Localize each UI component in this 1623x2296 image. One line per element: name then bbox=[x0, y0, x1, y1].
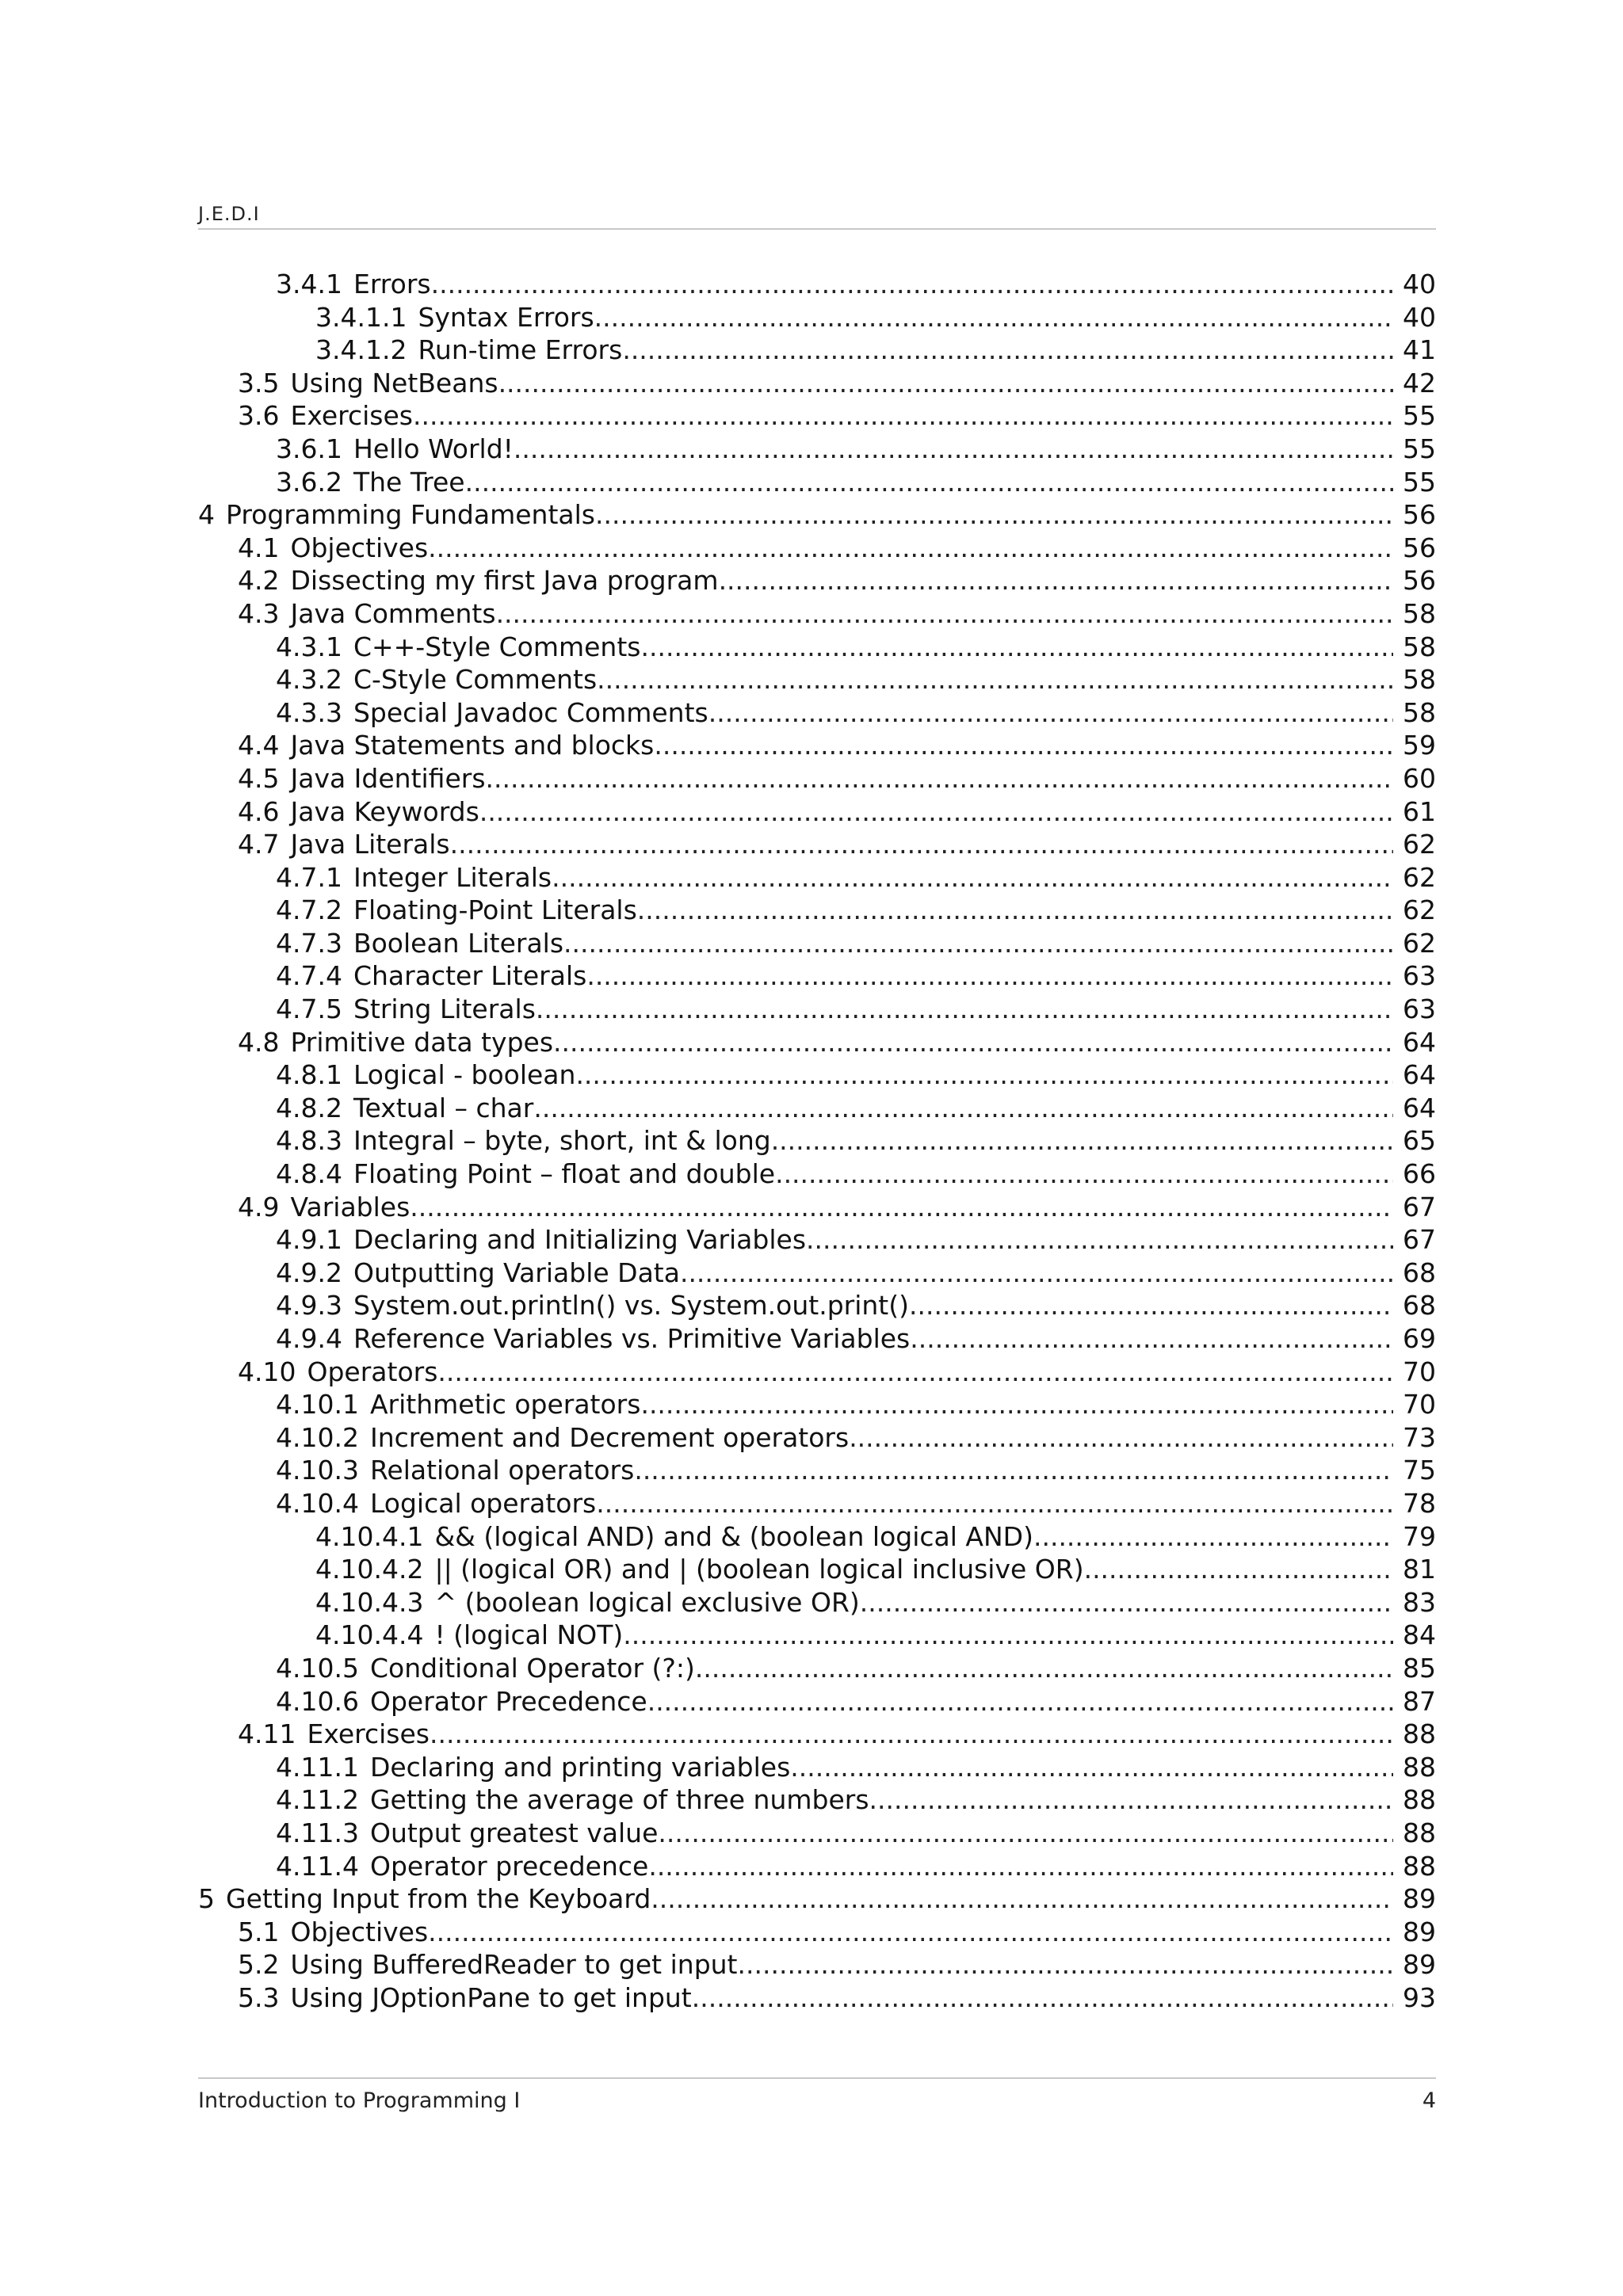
toc-entry[interactable] bbox=[198, 927, 1436, 960]
toc-entry-title: Character Literals bbox=[353, 960, 587, 992]
toc-entry-title: Integral – byte, short, int & long bbox=[353, 1125, 771, 1157]
toc-dot-leader bbox=[680, 1257, 1393, 1290]
toc-entry[interactable] bbox=[198, 1685, 1436, 1718]
toc-entry-page: 88 bbox=[1403, 1817, 1436, 1848]
toc-entry[interactable] bbox=[198, 993, 1436, 1026]
toc-dot-leader bbox=[594, 301, 1393, 334]
toc-entry-page: 64 bbox=[1403, 1059, 1436, 1091]
toc-entry-title: Using NetBeans bbox=[290, 367, 498, 399]
toc-entry-title: Dissecting my first Java program bbox=[290, 565, 719, 597]
toc-entry-page: 55 bbox=[1403, 400, 1436, 432]
toc-entry-number: 3.4.1.1 bbox=[315, 301, 407, 333]
toc-entry-number: 4.3.1 bbox=[276, 631, 342, 662]
toc-entry[interactable] bbox=[198, 532, 1436, 565]
toc-entry-number: 3.4.1 bbox=[276, 269, 342, 299]
toc-entry-number: 4.5 bbox=[238, 762, 280, 794]
toc-dot-leader bbox=[514, 433, 1393, 466]
toc-entry[interactable] bbox=[198, 828, 1436, 861]
toc-dot-leader bbox=[806, 1223, 1393, 1257]
toc-entry-number: 4.7 bbox=[238, 829, 280, 860]
toc-entry-title: Logical - boolean bbox=[353, 1059, 576, 1091]
toc-entry-number: 4.8.4 bbox=[276, 1158, 342, 1190]
toc-entry-page: 63 bbox=[1403, 994, 1436, 1025]
toc-entry-title: Objectives bbox=[290, 1916, 429, 1947]
toc-entry-number: 5.2 bbox=[238, 1949, 280, 1981]
toc-entry-title: Errors bbox=[353, 269, 431, 299]
toc-entry-page: 83 bbox=[1403, 1586, 1436, 1618]
toc-dot-leader bbox=[634, 1454, 1393, 1487]
toc-entry-page: 68 bbox=[1403, 1257, 1436, 1288]
toc-entry[interactable] bbox=[198, 1882, 1436, 1916]
toc-entry-number: 4.8.3 bbox=[276, 1125, 342, 1157]
toc-entry[interactable] bbox=[198, 1322, 1436, 1356]
toc-dot-leader bbox=[596, 1487, 1393, 1520]
toc-entry[interactable] bbox=[198, 1586, 1436, 1619]
toc-entry-page: 89 bbox=[1403, 1949, 1436, 1981]
toc-entry-title: Declaring and printing variables bbox=[369, 1751, 791, 1783]
toc-entry-page: 89 bbox=[1403, 1916, 1436, 1947]
toc-entry-number: 4.10 bbox=[238, 1356, 296, 1387]
toc-entry-title: Integer Literals bbox=[353, 861, 552, 893]
toc-entry-page: 62 bbox=[1403, 829, 1436, 860]
toc-dot-leader bbox=[849, 1421, 1393, 1455]
toc-entry-title: Boolean Literals bbox=[353, 927, 564, 959]
toc-entry[interactable] bbox=[198, 762, 1436, 795]
toc-entry-number: 4.9.3 bbox=[276, 1290, 342, 1322]
toc-entry-page: 60 bbox=[1403, 762, 1436, 794]
toc-dot-leader bbox=[597, 663, 1393, 696]
toc-dot-leader bbox=[654, 729, 1393, 762]
toc-entry[interactable] bbox=[198, 466, 1436, 499]
toc-entry[interactable] bbox=[198, 1454, 1436, 1487]
toc-entry-page: 88 bbox=[1403, 1751, 1436, 1783]
toc-entry-number: 4.11.3 bbox=[276, 1817, 359, 1848]
toc-dot-leader bbox=[552, 861, 1393, 894]
toc-entry-number: 4.9.4 bbox=[276, 1323, 342, 1354]
toc-entry[interactable] bbox=[198, 1356, 1436, 1389]
toc-entry-page: 61 bbox=[1403, 795, 1436, 827]
toc-dot-leader bbox=[430, 1718, 1393, 1751]
toc-entry[interactable] bbox=[198, 1916, 1436, 1949]
toc-entry[interactable] bbox=[198, 894, 1436, 927]
toc-dot-leader bbox=[586, 959, 1393, 993]
toc-entry[interactable] bbox=[198, 663, 1436, 696]
toc-entry[interactable] bbox=[198, 367, 1436, 400]
toc-entry[interactable] bbox=[198, 1751, 1436, 1784]
toc-dot-leader bbox=[496, 597, 1393, 631]
toc-entry-title: Outputting Variable Data bbox=[353, 1257, 680, 1288]
toc-entry-title: Run-time Errors bbox=[418, 334, 623, 366]
toc-entry-title: C-Style Comments bbox=[353, 664, 598, 696]
toc-entry[interactable] bbox=[198, 1092, 1436, 1125]
toc-entry-page: 58 bbox=[1403, 597, 1436, 629]
toc-entry-title: Reference Variables vs. Primitive Variables bbox=[353, 1323, 911, 1354]
toc-entry-page: 87 bbox=[1403, 1685, 1436, 1717]
toc-entry-page: 40 bbox=[1403, 269, 1436, 299]
toc-entry-title: Floating-Point Literals bbox=[353, 894, 637, 926]
toc-entry[interactable] bbox=[198, 1257, 1436, 1290]
toc-entry-page: 56 bbox=[1403, 499, 1436, 531]
toc-dot-leader bbox=[651, 1882, 1393, 1916]
toc-entry-page: 40 bbox=[1403, 301, 1436, 333]
toc-entry-page: 62 bbox=[1403, 894, 1436, 926]
toc-entry-number: 4.10.4.4 bbox=[315, 1619, 424, 1651]
toc-entry[interactable] bbox=[198, 268, 1436, 301]
toc-entry[interactable] bbox=[198, 1783, 1436, 1817]
toc-dot-leader bbox=[910, 1322, 1393, 1356]
toc-dot-leader bbox=[622, 334, 1393, 367]
toc-entry-page: 70 bbox=[1403, 1389, 1436, 1421]
toc-entry-page: 55 bbox=[1403, 433, 1436, 464]
toc-dot-leader bbox=[869, 1783, 1393, 1817]
toc-entry-number: 4.4 bbox=[238, 730, 280, 761]
toc-dot-leader bbox=[648, 1850, 1393, 1883]
footer-title: Introduction to Programming I bbox=[198, 2088, 521, 2113]
toc-dot-leader bbox=[486, 762, 1393, 795]
toc-entry[interactable] bbox=[198, 399, 1436, 433]
toc-dot-leader bbox=[428, 1916, 1393, 1949]
toc-entry-number: 4.8 bbox=[238, 1026, 280, 1058]
toc-dot-leader bbox=[536, 993, 1393, 1026]
toc-entry-number: 4.10.3 bbox=[276, 1455, 359, 1486]
footer-page-number: 4 bbox=[1422, 2088, 1436, 2113]
toc-entry-page: 58 bbox=[1403, 631, 1436, 662]
toc-dot-leader bbox=[431, 268, 1393, 301]
toc-dot-leader bbox=[450, 828, 1393, 861]
toc-entry-number: 4.6 bbox=[238, 795, 280, 827]
toc-dot-leader bbox=[640, 1388, 1393, 1421]
toc-entry-number: 4.7.2 bbox=[276, 894, 342, 926]
toc-entry-title: Hello World! bbox=[353, 433, 514, 464]
toc-entry-page: 68 bbox=[1403, 1290, 1436, 1322]
toc-dot-leader bbox=[1033, 1520, 1393, 1554]
toc-entry-page: 62 bbox=[1403, 861, 1436, 893]
toc-entry-number: 4.3 bbox=[238, 597, 280, 629]
toc-entry[interactable] bbox=[198, 1487, 1436, 1520]
toc-entry-number: 4.11.2 bbox=[276, 1784, 359, 1816]
toc-dot-leader bbox=[692, 1981, 1393, 2015]
toc-dot-leader bbox=[595, 498, 1393, 532]
page-header bbox=[198, 198, 1436, 230]
toc-entry-page: 58 bbox=[1403, 696, 1436, 728]
toc-entry-page: 59 bbox=[1403, 730, 1436, 761]
toc-entry-page: 66 bbox=[1403, 1158, 1436, 1190]
toc-entry-page: 56 bbox=[1403, 565, 1436, 597]
toc-entry-number: 4.2 bbox=[238, 565, 280, 597]
toc-dot-leader bbox=[437, 1356, 1393, 1389]
toc-entry[interactable] bbox=[198, 1520, 1436, 1554]
toc-dot-leader bbox=[575, 1058, 1393, 1092]
toc-entry-number: 4.1 bbox=[238, 532, 280, 563]
header-text: J.E.D.I bbox=[198, 203, 260, 225]
toc-entry[interactable] bbox=[198, 959, 1436, 993]
toc-entry[interactable] bbox=[198, 1124, 1436, 1158]
toc-dot-leader bbox=[428, 532, 1393, 565]
toc-entry[interactable] bbox=[198, 1388, 1436, 1421]
toc-entry[interactable] bbox=[198, 795, 1436, 829]
toc-entry[interactable] bbox=[198, 1191, 1436, 1224]
toc-entry[interactable] bbox=[198, 1058, 1436, 1092]
toc-entry-page: 88 bbox=[1403, 1784, 1436, 1816]
toc-entry[interactable] bbox=[198, 1981, 1436, 2015]
toc-entry-page: 67 bbox=[1403, 1224, 1436, 1256]
toc-entry[interactable] bbox=[198, 1289, 1436, 1322]
toc-entry[interactable] bbox=[198, 1652, 1436, 1685]
toc-entry-title: Using BufferedReader to get input bbox=[290, 1949, 738, 1981]
toc-entry-number: 3.6.1 bbox=[276, 433, 342, 464]
toc-dot-leader bbox=[413, 399, 1393, 433]
toc-entry[interactable] bbox=[198, 564, 1436, 597]
toc-entry[interactable] bbox=[198, 696, 1436, 730]
toc-dot-leader bbox=[533, 1092, 1393, 1125]
toc-entry-page: 89 bbox=[1403, 1883, 1436, 1915]
toc-entry-page: 42 bbox=[1403, 367, 1436, 399]
toc-entry-number: 4.7.1 bbox=[276, 861, 342, 893]
toc-entry-title: Relational operators bbox=[369, 1455, 635, 1486]
toc-entry-number: 4.10.5 bbox=[276, 1652, 359, 1684]
toc-entry[interactable] bbox=[198, 433, 1436, 466]
toc-entry-page: 85 bbox=[1403, 1652, 1436, 1684]
toc-entry-number: 4.11.1 bbox=[276, 1751, 359, 1783]
toc-entry-page: 75 bbox=[1403, 1455, 1436, 1486]
toc-entry-title: The Tree bbox=[353, 466, 465, 498]
toc-dot-leader bbox=[563, 927, 1393, 960]
toc-entry-title: Declaring and Initializing Variables bbox=[353, 1224, 807, 1256]
toc-entry-number: 4 bbox=[198, 499, 215, 531]
toc-entry-page: 69 bbox=[1403, 1323, 1436, 1354]
toc-entry-page: 93 bbox=[1403, 1981, 1436, 2013]
toc-entry[interactable] bbox=[198, 1026, 1436, 1059]
toc-entry-title: Textual – char bbox=[353, 1092, 534, 1123]
toc-entry[interactable] bbox=[198, 1850, 1436, 1883]
toc-entry-number: 5.3 bbox=[238, 1981, 280, 2013]
toc-entry-title: Java Statements and blocks bbox=[290, 730, 655, 761]
toc-entry-number: 4.10.4.1 bbox=[315, 1520, 424, 1552]
toc-entry-page: 62 bbox=[1403, 927, 1436, 959]
toc-entry[interactable] bbox=[198, 1421, 1436, 1455]
page-footer bbox=[198, 2077, 1436, 2119]
toc-entry-title: Exercises bbox=[307, 1718, 430, 1750]
toc-entry-page: 78 bbox=[1403, 1487, 1436, 1519]
toc-entry-number: 4.9 bbox=[238, 1191, 280, 1222]
toc-entry-number: 3.4.1.2 bbox=[315, 334, 407, 366]
toc-entry[interactable] bbox=[198, 334, 1436, 367]
toc-entry-number: 4.10.4.3 bbox=[315, 1586, 424, 1618]
toc-entry-page: 73 bbox=[1403, 1421, 1436, 1453]
toc-dot-leader bbox=[410, 1191, 1393, 1224]
toc-entry-page: 84 bbox=[1403, 1619, 1436, 1651]
toc-entry-page: 63 bbox=[1403, 960, 1436, 992]
toc-entry[interactable] bbox=[198, 1223, 1436, 1257]
toc-entry-title: System.out.println() vs. System.out.print() bbox=[353, 1290, 909, 1322]
toc-dot-leader bbox=[647, 1685, 1393, 1718]
toc-entry-number: 4.10.2 bbox=[276, 1421, 359, 1453]
toc-entry-number: 4.7.3 bbox=[276, 927, 342, 959]
toc-entry-page: 41 bbox=[1403, 334, 1436, 366]
toc-entry-title: Operator Precedence bbox=[369, 1685, 647, 1717]
toc-entry-title: || (logical OR) and | (boolean logical inclusive OR) bbox=[434, 1554, 1084, 1585]
toc-entry-title: Programming Fundamentals bbox=[226, 499, 595, 531]
toc-entry-number: 5.1 bbox=[238, 1916, 280, 1947]
toc-entry-page: 81 bbox=[1403, 1554, 1436, 1585]
toc-entry-number: 3.6 bbox=[238, 400, 280, 432]
toc-dot-leader bbox=[719, 564, 1393, 597]
toc-entry-title: Java Literals bbox=[290, 829, 450, 860]
toc-entry-page: 88 bbox=[1403, 1718, 1436, 1750]
toc-entry-title: Using JOptionPane to get input bbox=[290, 1981, 692, 2013]
toc-entry[interactable] bbox=[198, 729, 1436, 762]
toc-dot-leader bbox=[738, 1948, 1394, 1981]
toc-dot-leader bbox=[790, 1751, 1393, 1784]
toc-dot-leader bbox=[860, 1586, 1393, 1619]
toc-entry-title: Output greatest value bbox=[369, 1817, 659, 1848]
toc-entry-number: 4.10.1 bbox=[276, 1389, 359, 1421]
toc-entry[interactable] bbox=[198, 1619, 1436, 1652]
toc-entry-title: String Literals bbox=[353, 994, 536, 1025]
toc-entry-title: ! (logical NOT) bbox=[434, 1619, 624, 1651]
toc-dot-leader bbox=[640, 631, 1393, 664]
toc-entry-title: Primitive data types bbox=[290, 1026, 554, 1058]
toc-entry-number: 4.9.1 bbox=[276, 1224, 342, 1256]
toc-entry-page: 64 bbox=[1403, 1026, 1436, 1058]
toc-entry-number: 4.10.4 bbox=[276, 1487, 359, 1519]
toc-entry-title: Exercises bbox=[290, 400, 413, 432]
toc-entry-title: Operator precedence bbox=[369, 1850, 649, 1882]
toc-entry-number: 4.9.2 bbox=[276, 1257, 342, 1288]
toc-dot-leader bbox=[658, 1817, 1393, 1850]
toc-dot-leader bbox=[553, 1026, 1393, 1059]
toc-dot-leader bbox=[465, 466, 1393, 499]
toc-dot-leader bbox=[695, 1652, 1393, 1685]
toc-entry[interactable] bbox=[198, 1553, 1436, 1586]
toc-entry-number: 4.10.6 bbox=[276, 1685, 359, 1717]
toc-entry-number: 4.10.4.2 bbox=[315, 1554, 424, 1585]
toc-dot-leader bbox=[479, 795, 1393, 829]
toc-entry-title: Increment and Decrement operators bbox=[369, 1421, 850, 1453]
toc-dot-leader bbox=[498, 367, 1393, 400]
toc-entry-page: 67 bbox=[1403, 1191, 1436, 1222]
toc-dot-leader bbox=[637, 894, 1393, 927]
toc-entry-number: 4.3.2 bbox=[276, 664, 342, 696]
table-of-contents bbox=[198, 268, 1436, 2014]
toc-entry-title: Objectives bbox=[290, 532, 429, 563]
toc-entry-page: 88 bbox=[1403, 1850, 1436, 1882]
toc-entry-number: 4.11.4 bbox=[276, 1850, 359, 1882]
toc-entry-number: 4.3.3 bbox=[276, 696, 342, 728]
toc-dot-leader bbox=[708, 696, 1393, 730]
toc-entry-page: 55 bbox=[1403, 466, 1436, 498]
toc-entry-title: Getting the average of three numbers bbox=[369, 1784, 869, 1816]
toc-entry-title: Java Comments bbox=[290, 597, 496, 629]
toc-entry[interactable] bbox=[198, 1718, 1436, 1751]
toc-entry-title: Special Javadoc Comments bbox=[353, 696, 708, 728]
toc-entry-number: 3.6.2 bbox=[276, 466, 342, 498]
toc-entry-title: Conditional Operator (?:) bbox=[369, 1652, 695, 1684]
toc-entry[interactable] bbox=[198, 1817, 1436, 1850]
toc-entry-title: ^ (boolean logical exclusive OR) bbox=[434, 1586, 860, 1618]
toc-entry-title: Floating Point – float and double bbox=[353, 1158, 776, 1190]
toc-entry-page: 79 bbox=[1403, 1520, 1436, 1552]
toc-entry[interactable] bbox=[198, 498, 1436, 532]
toc-entry[interactable] bbox=[198, 1948, 1436, 1981]
toc-entry-number: 5 bbox=[198, 1883, 215, 1915]
toc-entry-title: Operators bbox=[307, 1356, 438, 1387]
toc-entry-title: Arithmetic operators bbox=[369, 1389, 641, 1421]
toc-entry-title: Syntax Errors bbox=[418, 301, 594, 333]
toc-entry-page: 56 bbox=[1403, 532, 1436, 563]
toc-entry[interactable] bbox=[198, 597, 1436, 631]
toc-dot-leader bbox=[775, 1158, 1393, 1191]
toc-entry[interactable] bbox=[198, 631, 1436, 664]
toc-entry-title: Logical operators bbox=[369, 1487, 597, 1519]
toc-entry-page: 64 bbox=[1403, 1092, 1436, 1123]
toc-entry-number: 4.8.1 bbox=[276, 1059, 342, 1091]
toc-dot-leader bbox=[623, 1619, 1393, 1652]
toc-dot-leader bbox=[771, 1124, 1393, 1158]
toc-entry-number: 4.8.2 bbox=[276, 1092, 342, 1123]
toc-entry-number: 4.11 bbox=[238, 1718, 296, 1750]
toc-entry[interactable] bbox=[198, 1158, 1436, 1191]
toc-entry-title: Variables bbox=[290, 1191, 411, 1222]
toc-entry-title: Getting Input from the Keyboard bbox=[226, 1883, 651, 1915]
toc-entry-title: Java Identifiers bbox=[290, 762, 486, 794]
toc-entry-title: Java Keywords bbox=[290, 795, 479, 827]
toc-entry-page: 58 bbox=[1403, 664, 1436, 696]
toc-entry-page: 65 bbox=[1403, 1125, 1436, 1157]
toc-dot-leader bbox=[909, 1289, 1393, 1322]
toc-dot-leader bbox=[1084, 1553, 1393, 1586]
toc-entry-number: 4.7.5 bbox=[276, 994, 342, 1025]
toc-entry-number: 4.7.4 bbox=[276, 960, 342, 992]
toc-entry-title: C++-Style Comments bbox=[353, 631, 641, 662]
toc-entry-number: 3.5 bbox=[238, 367, 280, 399]
toc-entry-title: && (logical AND) and & (boolean logical AND) bbox=[434, 1520, 1033, 1552]
toc-entry[interactable] bbox=[198, 861, 1436, 894]
toc-entry[interactable] bbox=[198, 301, 1436, 334]
toc-entry-page: 70 bbox=[1403, 1356, 1436, 1387]
